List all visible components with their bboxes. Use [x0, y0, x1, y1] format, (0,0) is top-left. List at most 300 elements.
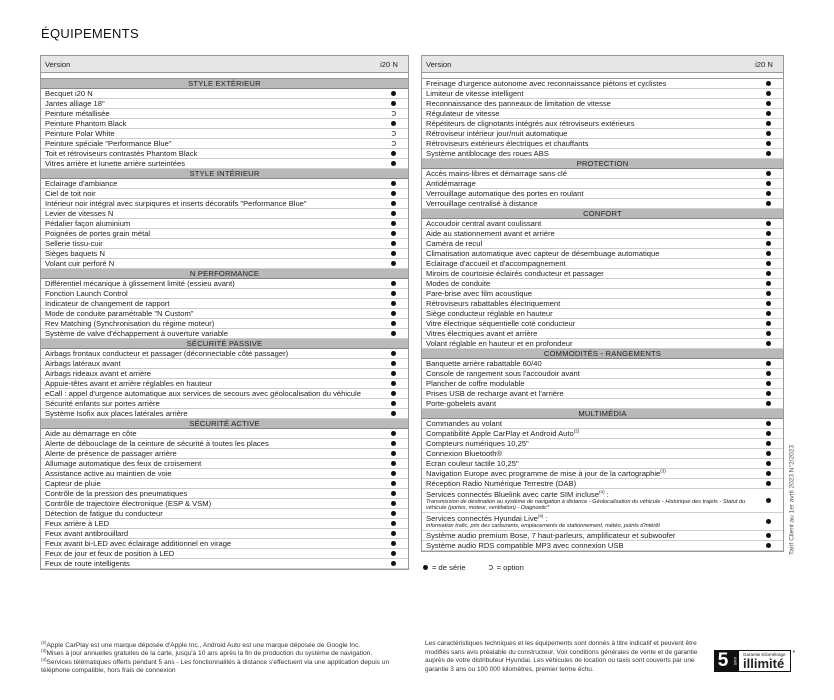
footnote-ref: (4)	[599, 489, 605, 495]
availability-cell	[378, 529, 408, 538]
table-row	[41, 309, 408, 319]
table-row	[41, 409, 408, 419]
filled-dot-icon	[391, 451, 396, 456]
filled-dot-icon	[391, 401, 396, 406]
filled-dot-icon	[391, 301, 396, 306]
footnote-ref: (2)	[573, 429, 580, 434]
feature-detail: information trafic, prix des carburants, emplacements de stationnement, météo, points d'intérêt	[426, 523, 660, 529]
feature-name: Volant cuir perforé N	[45, 259, 115, 268]
feature-name: Fonction Launch Control	[45, 289, 128, 298]
table-row	[422, 369, 783, 379]
row-label	[41, 129, 378, 138]
row-label	[41, 159, 378, 168]
availability-cell	[378, 159, 408, 168]
table-row	[422, 179, 783, 189]
feature-name: Système de valve d'échappement à ouverture variable	[45, 329, 228, 338]
feature-name: Freinage d'urgence autonome avec reconnaissance piétons et cyclistes	[426, 79, 667, 88]
availability-cell	[753, 269, 783, 278]
feature-name: Jantes alliage 18"	[45, 99, 105, 108]
filled-dot-icon	[766, 291, 771, 296]
table-row	[422, 249, 783, 259]
table-row	[41, 209, 408, 219]
filled-dot-icon	[766, 361, 771, 366]
availability-cell	[753, 359, 783, 368]
feature-name: Peinture spéciale "Performance Blue"	[45, 139, 172, 148]
availability-cell	[753, 89, 783, 98]
feature-name: Aide au démarrage en côte	[45, 429, 137, 438]
row-label	[41, 479, 378, 488]
availability-cell	[378, 509, 408, 518]
filled-dot-icon	[391, 101, 396, 106]
table-row	[422, 449, 783, 459]
row-label	[41, 379, 378, 388]
warranty-years-number: 5	[717, 650, 729, 671]
table-row	[41, 279, 408, 289]
version-label: Version	[426, 59, 452, 69]
row-label	[41, 449, 378, 458]
row-label	[422, 139, 753, 148]
table-row	[41, 469, 408, 479]
row-label	[41, 499, 378, 508]
filled-dot-icon	[766, 111, 771, 116]
row-label	[41, 299, 378, 308]
row-label	[41, 399, 378, 408]
table-row	[41, 89, 408, 99]
filled-dot-icon	[391, 471, 396, 476]
row-label	[422, 249, 753, 258]
row-label	[41, 319, 378, 328]
availability-cell	[753, 79, 783, 88]
filled-dot-icon	[766, 81, 771, 86]
availability-cell	[378, 559, 408, 568]
feature-name: Toit et rétroviseurs contrastés Phantom Black	[45, 149, 198, 158]
availability-cell	[378, 139, 408, 148]
footnote-text: Mises à jour annuelles gratuites de la carte, jusqu'à 10 ans après la fin de production du système de navigation.	[46, 650, 373, 658]
filled-dot-icon	[766, 261, 771, 266]
row-label	[41, 549, 378, 558]
table-row	[41, 229, 408, 239]
table-row	[41, 99, 408, 109]
table-row	[41, 349, 408, 359]
table-row	[422, 109, 783, 119]
feature-name: Ciel de toit noir	[45, 189, 96, 198]
feature-name: Sellerie tissu-cuir	[45, 239, 103, 248]
row-label	[41, 559, 378, 568]
availability-cell	[378, 399, 408, 408]
availability-cell	[378, 129, 408, 138]
availability-cell	[753, 219, 783, 228]
row-label	[422, 531, 753, 540]
row-label	[422, 239, 753, 248]
filled-dot-icon	[391, 211, 396, 216]
row-label	[422, 339, 753, 348]
feature-name: Capteur de pluie	[45, 479, 101, 488]
table-body	[422, 79, 783, 551]
row-label	[41, 219, 378, 228]
table-row	[422, 279, 783, 289]
filled-dot-icon	[391, 551, 396, 556]
table-row	[422, 531, 783, 541]
filled-dot-icon	[391, 461, 396, 466]
availability-cell	[378, 349, 408, 358]
availability-cell	[753, 129, 783, 138]
row-label	[422, 469, 753, 478]
row-label	[422, 439, 753, 448]
feature-name: Services connectés Hyundai Live	[426, 514, 538, 523]
open-circle-icon	[391, 141, 396, 146]
feature-name: Modes de conduite	[426, 279, 491, 288]
row-label	[422, 429, 753, 438]
row-label	[41, 529, 378, 538]
filled-dot-icon	[766, 471, 771, 476]
availability-cell	[378, 309, 408, 318]
row-label	[41, 249, 378, 258]
availability-cell	[753, 379, 783, 388]
feature-name: Sièges baquets N	[45, 249, 105, 258]
filled-dot-icon	[766, 271, 771, 276]
table-row	[41, 119, 408, 129]
availability-cell	[378, 549, 408, 558]
feature-name: Sécurité enfants sur portes arrière	[45, 399, 160, 408]
availability-cell	[378, 209, 408, 218]
filled-dot-icon	[766, 241, 771, 246]
feature-name: Feux de jour et feux de position à LED	[45, 549, 175, 558]
row-label	[41, 429, 378, 438]
table-row	[41, 239, 408, 249]
table-row	[41, 129, 408, 139]
table-row	[422, 269, 783, 279]
row-label	[41, 179, 378, 188]
filled-dot-icon	[391, 441, 396, 446]
row-label	[422, 513, 753, 530]
availability-cell	[753, 99, 783, 108]
row-label	[41, 279, 378, 288]
table-row	[422, 219, 783, 229]
filled-dot-icon	[766, 251, 771, 256]
feature-name: Accoudoir central avant coulissant	[426, 219, 542, 228]
table-row	[422, 309, 783, 319]
availability-cell	[753, 479, 783, 488]
warranty-years	[714, 650, 732, 672]
table-row	[422, 239, 783, 249]
row-label	[422, 119, 753, 128]
section-header: SÉCURITÉ PASSIVE	[41, 339, 408, 349]
feature-name: Porte-gobelets avant	[426, 399, 497, 408]
availability-cell	[753, 309, 783, 318]
row-label	[41, 259, 378, 268]
equipment-table-left	[40, 55, 409, 570]
table-row	[41, 149, 408, 159]
feature-name: Système audio premium Bose, 7 haut-parleurs, amplificateur et subwoofer	[426, 531, 676, 540]
availability-cell	[378, 109, 408, 118]
availability-cell	[378, 279, 408, 288]
filled-dot-icon	[391, 261, 396, 266]
row-label	[41, 459, 378, 468]
filled-dot-icon	[766, 101, 771, 106]
table-row	[422, 439, 783, 449]
feature-name: Prises USB de recharge avant et l'arrière	[426, 389, 564, 398]
legend-standard-label: = de série	[432, 563, 466, 572]
feature-name: Alerte de présence de passager arrière	[45, 449, 177, 458]
filled-dot-icon	[766, 181, 771, 186]
filled-dot-icon	[766, 431, 771, 436]
section-header: CONFORT	[422, 209, 783, 219]
table-row	[41, 319, 408, 329]
table-row	[41, 369, 408, 379]
availability-cell	[378, 389, 408, 398]
table-row	[422, 389, 783, 399]
table-row	[422, 399, 783, 409]
version-label: Version	[45, 59, 71, 69]
feature-name: Eclairage d'accueil et d'accompagnement	[426, 259, 566, 268]
feature-name: Feux avant antibrouillard	[45, 529, 129, 538]
filled-dot-icon	[766, 221, 771, 226]
availability-cell	[378, 259, 408, 268]
table-row	[41, 379, 408, 389]
row-label	[422, 399, 753, 408]
page-title: ÉQUIPEMENTS	[41, 26, 139, 41]
filled-dot-icon	[766, 311, 771, 316]
row-label	[41, 139, 378, 148]
table-row	[422, 259, 783, 269]
row-label	[41, 209, 378, 218]
feature-name: Airbags rideaux avant et arrière	[45, 369, 151, 378]
section-header: STYLE EXTÉRIEUR	[41, 79, 408, 89]
availability-cell	[378, 89, 408, 98]
feature-name: Verrouillage centralisé à distance	[426, 199, 538, 208]
feature-name: Allumage automatique des feux de croisement	[45, 459, 202, 468]
feature-name: Rétroviseur intérieur jour/nuit automatique	[426, 129, 568, 138]
feature-name: Système audio RDS compatible MP3 avec connexion USB	[426, 541, 624, 550]
table-row	[41, 329, 408, 339]
row-label	[41, 189, 378, 198]
feature-name: Siège conducteur réglable en hauteur	[426, 309, 553, 318]
filled-dot-icon	[391, 371, 396, 376]
section-header: PROTECTION	[422, 159, 783, 169]
table-row	[422, 469, 783, 479]
feature-name: Levier de vitesses N	[45, 209, 114, 218]
table-row	[41, 159, 408, 169]
availability-cell	[378, 299, 408, 308]
availability-cell	[753, 279, 783, 288]
legend-standard	[423, 563, 466, 572]
availability-cell	[753, 249, 783, 258]
feature-name: Pédalier façon aluminium	[45, 219, 131, 228]
feature-name: Système Isofix aux places latérales arrière	[45, 409, 188, 418]
filled-dot-icon	[766, 381, 771, 386]
row-label	[41, 469, 378, 478]
row-label	[41, 539, 378, 548]
availability-cell	[753, 469, 783, 478]
feature-name: Miroirs de courtoisie éclairés conducteur et passager	[426, 269, 604, 278]
row-label	[422, 259, 753, 268]
section-header: MULTIMÉDIA	[422, 409, 783, 419]
availability-cell	[753, 169, 783, 178]
feature-name: Aide au stationnement avant et arrière	[426, 229, 555, 238]
filled-dot-icon	[391, 351, 396, 356]
warranty-mark: *	[792, 650, 796, 657]
filled-dot-icon	[391, 231, 396, 236]
warranty-line1: Garantie Kilométrage	[743, 652, 786, 657]
table-row	[422, 139, 783, 149]
availability-cell	[753, 531, 783, 540]
row-label	[422, 109, 753, 118]
availability-cell	[753, 189, 783, 198]
filled-dot-icon	[766, 131, 771, 136]
footnote-text: Services télématiques offerts pendant 5 ans - Les fonctionnalités à distance s'effectuent via une application depuis un téléphone compatible, hors frais de connexion	[41, 658, 390, 674]
availability-cell	[753, 109, 783, 118]
availability-cell	[753, 541, 783, 550]
section-header: STYLE INTÉRIEUR	[41, 169, 408, 179]
filled-dot-icon	[391, 201, 396, 206]
availability-cell	[378, 189, 408, 198]
filled-dot-icon	[766, 391, 771, 396]
row-label	[41, 329, 378, 338]
availability-cell	[753, 299, 783, 308]
feature-name: Contrôle de la pression des pneumatiques	[45, 489, 188, 498]
availability-cell	[753, 119, 783, 128]
filled-dot-icon	[391, 521, 396, 526]
availability-cell	[753, 399, 783, 408]
table-row	[41, 479, 408, 489]
table-row	[41, 289, 408, 299]
row-label	[422, 489, 753, 512]
availability-cell	[378, 219, 408, 228]
footnotes	[41, 639, 419, 675]
feature-name: Volant réglable en hauteur et en profondeur	[426, 339, 573, 348]
table-row	[41, 399, 408, 409]
table-row	[41, 499, 408, 509]
filled-dot-icon	[391, 181, 396, 186]
availability-cell	[378, 289, 408, 298]
row-label	[422, 189, 753, 198]
availability-cell	[753, 319, 783, 328]
filled-dot-icon	[766, 341, 771, 346]
availability-cell	[753, 513, 783, 530]
model-label: i20 N	[755, 59, 773, 69]
feature-name: eCall : appel d'urgence automatique aux services de secours avec géolocalisation du véhicule	[45, 389, 361, 398]
section-header: N PERFORMANCE	[41, 269, 408, 279]
table-row	[41, 249, 408, 259]
row-label	[422, 479, 753, 488]
warranty-text	[738, 650, 791, 672]
table-row	[422, 149, 783, 159]
feature-name: Antidémarrage	[426, 179, 476, 188]
availability-cell	[753, 449, 783, 458]
filled-dot-icon	[423, 565, 428, 570]
availability-cell	[753, 139, 783, 148]
feature-name: Rétroviseurs rabattables électriquement	[426, 299, 561, 308]
warranty-line2: illimité	[743, 656, 785, 671]
availability-cell	[378, 319, 408, 328]
feature-detail: Transmission de destination au système de navigation à distance - Géolocalisation du véhicule - Historique des trajets - Statut du véhicule (portes, moteur, ventilation) - Diagnostic*	[426, 499, 746, 511]
table-row	[422, 479, 783, 489]
row-label	[41, 239, 378, 248]
table-row	[41, 259, 408, 269]
filled-dot-icon	[766, 451, 771, 456]
availability-cell	[753, 199, 783, 208]
feature-name: Ecran couleur tactile 10,25"	[426, 459, 519, 468]
table-row	[41, 449, 408, 459]
version-header	[41, 55, 408, 73]
row-label	[41, 229, 378, 238]
filled-dot-icon	[391, 191, 396, 196]
feature-name: Eclairage d'ambiance	[45, 179, 118, 188]
availability-cell	[378, 469, 408, 478]
row-label	[422, 309, 753, 318]
label-suffix: :	[543, 514, 548, 523]
availability-cell	[378, 239, 408, 248]
filled-dot-icon	[391, 151, 396, 156]
table-row	[422, 329, 783, 339]
row-label	[41, 369, 378, 378]
availability-cell	[378, 519, 408, 528]
table-row	[41, 459, 408, 469]
feature-name: Différentiel mécanique à glissement limité (essieu avant)	[45, 279, 235, 288]
row-label	[41, 359, 378, 368]
availability-cell	[378, 329, 408, 338]
availability-cell	[378, 179, 408, 188]
table-row	[422, 513, 783, 531]
row-label	[41, 439, 378, 448]
table-row	[422, 339, 783, 349]
row-label	[422, 79, 753, 88]
availability-cell	[753, 429, 783, 438]
feature-name: Climatisation automatique avec capteur de désembuage automatique	[426, 249, 660, 258]
table-row	[41, 199, 408, 209]
row-label	[422, 379, 753, 388]
feature-name: Vitres électriques avant et arrière	[426, 329, 538, 338]
filled-dot-icon	[391, 331, 396, 336]
table-row	[422, 289, 783, 299]
availability-cell	[753, 489, 783, 512]
feature-name: Assistance active au maintien de voie	[45, 469, 172, 478]
availability-cell	[753, 289, 783, 298]
filled-dot-icon	[391, 481, 396, 486]
filled-dot-icon	[391, 251, 396, 256]
row-label	[41, 509, 378, 518]
availability-cell	[378, 459, 408, 468]
filled-dot-icon	[766, 481, 771, 486]
availability-cell	[378, 409, 408, 418]
feature-name: Navigation Europe avec programme de mise à jour de la cartographie	[426, 469, 661, 478]
filled-dot-icon	[391, 161, 396, 166]
availability-cell	[378, 499, 408, 508]
row-label	[422, 359, 753, 368]
feature-name: Alerte de débouclage de la ceinture de sécurité à toutes les places	[45, 439, 269, 448]
equipment-table-right	[421, 55, 784, 552]
feature-name: Feux avant bi-LED avec éclairage additionnel en virage	[45, 539, 232, 548]
row-label	[422, 299, 753, 308]
availability-cell	[753, 239, 783, 248]
filled-dot-icon	[766, 301, 771, 306]
table-row	[41, 519, 408, 529]
availability-cell	[378, 359, 408, 368]
feature-name: Compatibilité Apple CarPlay et Android Auto	[426, 429, 574, 438]
table-row	[422, 169, 783, 179]
feature-name: Console de rangement sous l'accoudoir avant	[426, 369, 580, 378]
feature-name: Intérieur noir intégral avec surpiqures et inserts décoratifs "Performance Blue"	[45, 199, 307, 208]
feature-name: Répétiteurs de clignotants intégrés aux rétroviseurs extérieurs	[426, 119, 635, 128]
row-label	[422, 149, 753, 158]
filled-dot-icon	[391, 431, 396, 436]
footnote	[41, 650, 419, 658]
row-label	[422, 419, 753, 428]
row-label	[422, 179, 753, 188]
filled-dot-icon	[391, 491, 396, 496]
availability-cell	[753, 419, 783, 428]
feature-name: Peinture Polar White	[45, 129, 115, 138]
